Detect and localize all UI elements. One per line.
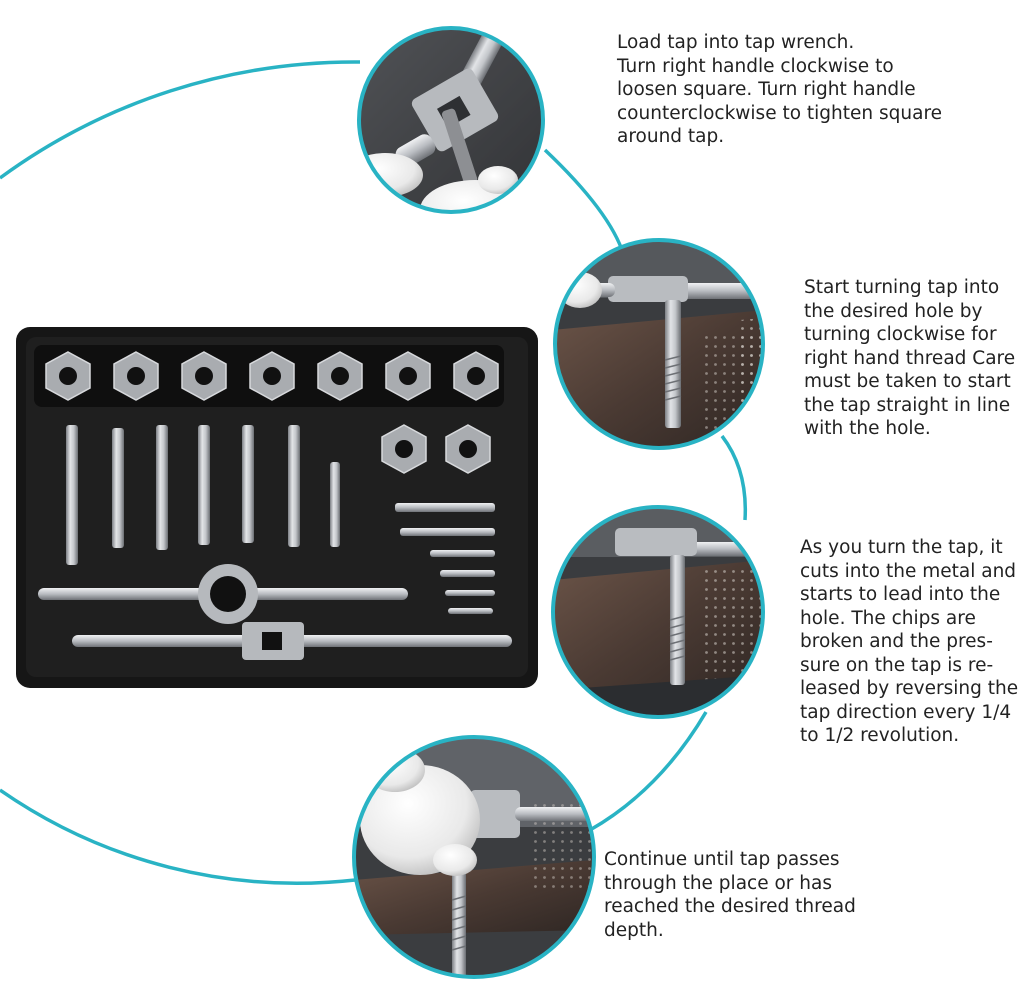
step-4-text: Continue until tap passes through the place or has reached the desired thread depth. [604,849,856,941]
die-row-top [34,345,504,407]
step-4-photo [354,737,595,980]
step-2-text: Start turning tap into the desired hole by turning clockwise for right hand thread Care must be taken to start the tap straight in line with the hole. [804,277,1016,439]
step-1-text: Load tap into tap wrench. Turn right handle clockwise to loosen square. Turn right handle counterclockwise to tighten square around tap. [617,32,943,147]
step-2-photo [553,238,775,450]
tap-and-die-set-case [16,327,538,688]
step-3-text: As you turn the tap, it cuts into the metal and starts to lead into the hole. The chips are broken and the pres- sure on the tap is re- leased by reversing the tap direction every 1/4 to 1/2 revolution. [800,537,1019,746]
step-1-photo [347,20,550,240]
step-3-photo [553,507,780,720]
